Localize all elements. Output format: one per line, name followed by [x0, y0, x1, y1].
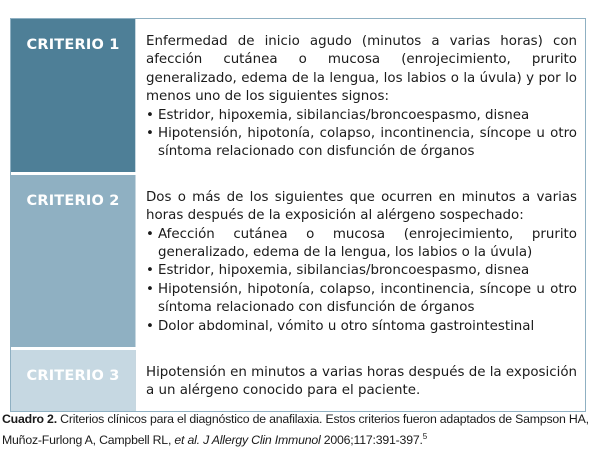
bullet-icon: • — [146, 263, 154, 279]
bullet-icon: • — [146, 226, 154, 242]
list-item — [146, 226, 577, 263]
criterion-2-label: CRITERIO 2 — [11, 175, 135, 347]
list-item-text: Dolor abdominal, vómito u otro síntoma gastrointestinal — [158, 318, 535, 334]
criterion-1-signs-list — [146, 107, 577, 162]
criterion-3-label: CRITERIO 3 — [11, 350, 135, 411]
list-item-text: Hipotensión, hipotonía, colapso, incontinencia, síncope u otro síntoma relacionado con disfunción de órganos — [158, 126, 577, 160]
list-item — [146, 107, 577, 125]
caption-reference: 5 — [422, 432, 427, 441]
bullet-icon: • — [146, 318, 154, 334]
criterion-row-2 — [11, 172, 585, 347]
criterion-2-intro: Dos o más de los siguientes que ocurren en minutos a varias horas después de la exposición al alérgeno sospechado: — [146, 189, 577, 224]
list-item — [146, 281, 577, 318]
criterion-1-label: CRITERIO 1 — [11, 19, 135, 172]
bullet-icon: • — [146, 281, 154, 297]
list-item-text: Estridor, hipoxemia, sibilancias/broncoespasmo, disnea — [158, 107, 530, 123]
list-item — [146, 125, 577, 162]
criterion-1-intro: Enfermedad de inicio agudo (minutos a varias horas) con afección cutánea o mucosa (enrojecimiento, prurito generalizado, edema de la lengua, los labios o la úvula) y por lo menos uno de los siguientes signos: — [146, 34, 577, 105]
caption-etal: et al. J Allergy Clin Immunol — [174, 433, 321, 448]
list-item — [146, 262, 577, 280]
list-item — [146, 318, 577, 336]
caption-label: Cuadro 2. — [2, 412, 57, 426]
caption-citation: 2006;117:391-397. — [320, 433, 423, 448]
table-caption — [2, 411, 594, 449]
caption-text: Criterios clínicos para el diagnóstico de anafilaxia. Estos criterios fueron adaptados de Sampson HA, Muñoz-Furlong A, Campbell RL, — [2, 412, 589, 448]
bullet-icon: • — [146, 126, 154, 142]
criterion-2-content — [135, 175, 585, 347]
criterion-2-signs-list — [146, 226, 577, 336]
list-item-text: Estridor, hipoxemia, sibilancias/broncoespasmo, disnea — [158, 263, 530, 279]
criterion-1-content — [135, 19, 585, 172]
criterion-3-content — [135, 350, 585, 411]
criterion-row-3 — [11, 347, 585, 411]
list-item-text: Afección cutánea o mucosa (enrojecimiento, prurito generalizado, edema de la lengua, los labios o la úvula) — [158, 226, 577, 261]
criterion-3-intro: Hipotensión en minutos a varias horas después de la exposición a un alérgeno conocido para el paciente. — [146, 364, 577, 399]
bullet-icon: • — [146, 107, 154, 123]
criterion-row-1 — [11, 19, 585, 172]
criteria-table — [10, 18, 586, 412]
list-item-text: Hipotensión, hipotonía, colapso, incontinencia, síncope u otro síntoma relacionado con disfunción de órganos — [158, 281, 577, 316]
